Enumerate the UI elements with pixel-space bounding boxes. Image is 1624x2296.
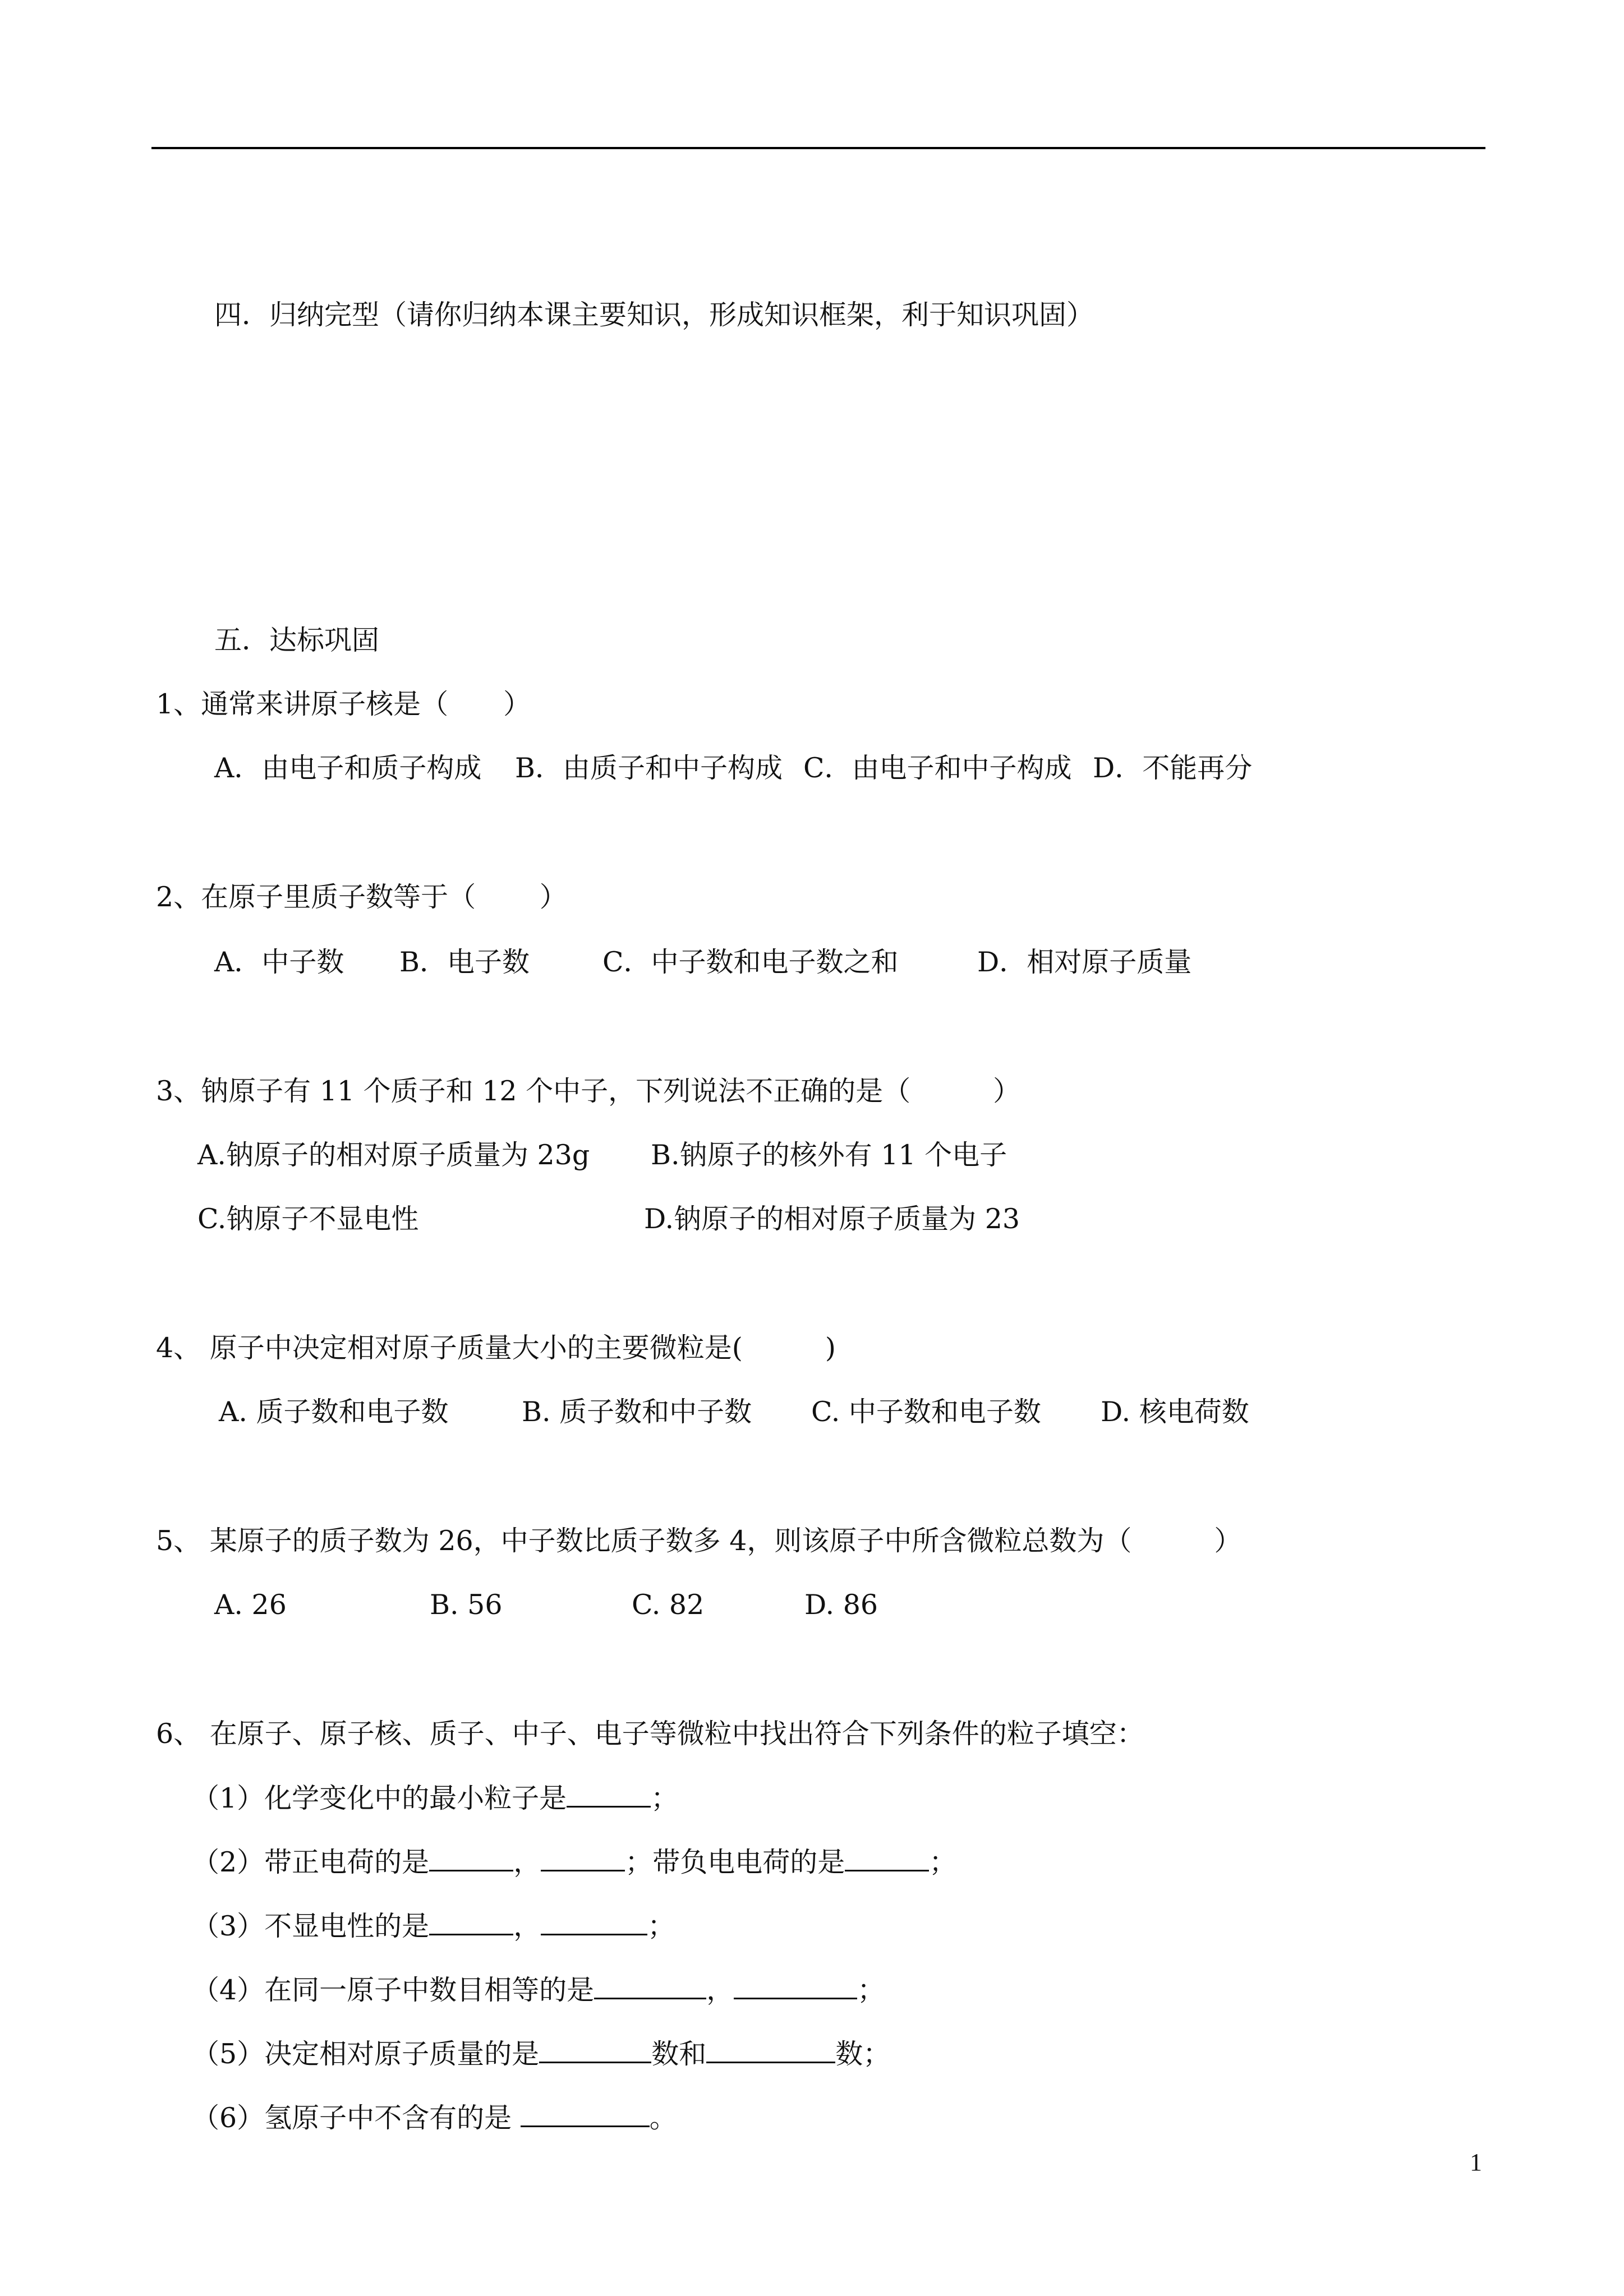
q3-option-c: C.钠原子不显电性 xyxy=(197,1203,419,1235)
q6-item-5: （5）决定相对原子质量的是 数和 数； xyxy=(192,2038,891,2070)
answer-blank[interactable] xyxy=(594,1973,706,1999)
q4-option-b: B. 质子数和中子数 xyxy=(522,1396,752,1428)
q5-stem: 5、 某原子的质子数为 26，中子数比质子数多 4，则该原子中所含微粒总数为（ ） xyxy=(156,1525,1242,1557)
q3-option-d: D.钠原子的相对原子质量为 23 xyxy=(644,1203,1020,1235)
q2-option-d: D．相对原子质量 xyxy=(977,946,1192,978)
answer-blank[interactable] xyxy=(706,2037,835,2063)
q6-item-1: （1）化学变化中的最小粒子是 ； xyxy=(192,1782,679,1814)
q2-stem: 2、在原子里质子数等于（ ） xyxy=(156,881,567,913)
q5-option-a: A. 26 xyxy=(214,1589,287,1621)
q6-item-3: （3）不显电性的是 ， ； xyxy=(192,1910,675,1942)
q1-option-a: A．由电子和质子构成 xyxy=(214,752,482,784)
q6-stem: 6、 在原子、原子核、质子、中子、电子等微粒中找出符合下列条件的粒子填空： xyxy=(156,1718,1144,1750)
q1-option-d: D．不能再分 xyxy=(1093,752,1253,784)
answer-blank[interactable] xyxy=(845,1845,929,1871)
q4-stem: 4、 原子中决定相对原子质量大小的主要微粒是( ) xyxy=(156,1332,836,1364)
q6-item-4: （4）在同一原子中数目相等的是 ， ； xyxy=(192,1974,885,2006)
q1-stem: 1、通常来讲原子核是（ ） xyxy=(156,688,531,720)
answer-blank[interactable] xyxy=(429,1909,513,1935)
section4-title: 四．归纳完型（请你归纳本课主要知识，形成知识框架，利于知识巩固） xyxy=(214,299,1094,331)
q4-option-d: D. 核电荷数 xyxy=(1101,1396,1249,1428)
header-rule xyxy=(151,147,1485,149)
page-number: 1 xyxy=(1470,2149,1482,2176)
q3-option-a: A.钠原子的相对原子质量为 23g xyxy=(197,1139,590,1171)
answer-blank[interactable] xyxy=(539,2037,651,2063)
answer-blank[interactable] xyxy=(541,1845,625,1871)
q2-option-a: A．中子数 xyxy=(214,946,344,978)
q5-option-b: B. 56 xyxy=(430,1589,503,1621)
q6-item-2: （2）带正电荷的是 ， ；带负电电荷的是 ； xyxy=(192,1846,957,1878)
q6-item-6: （6）氢原子中不含有的是 。 xyxy=(192,2102,677,2134)
q4-option-a: A. 质子数和电子数 xyxy=(219,1396,449,1428)
q3-stem: 3、钠原子有 11 个质子和 12 个中子，下列说法不正确的是（ ） xyxy=(156,1075,1021,1107)
section5-title: 五．达标巩固 xyxy=(214,624,380,656)
q2-option-c: C．中子数和电子数之和 xyxy=(602,946,899,978)
answer-blank[interactable] xyxy=(734,1973,857,1999)
q2-option-b: B．电子数 xyxy=(399,946,530,978)
answer-blank[interactable] xyxy=(521,2101,650,2127)
q3-option-b: B.钠原子的核外有 11 个电子 xyxy=(651,1139,1007,1171)
answer-blank[interactable] xyxy=(541,1909,647,1935)
q4-option-c: C. 中子数和电子数 xyxy=(811,1396,1041,1428)
answer-blank[interactable] xyxy=(567,1781,651,1808)
q5-option-d: D. 86 xyxy=(804,1589,878,1621)
q1-option-b: B．由质子和中子构成 xyxy=(515,752,783,784)
answer-blank[interactable] xyxy=(429,1845,513,1871)
q5-option-c: C. 82 xyxy=(632,1589,705,1621)
q1-option-c: C．由电子和中子构成 xyxy=(803,752,1072,784)
